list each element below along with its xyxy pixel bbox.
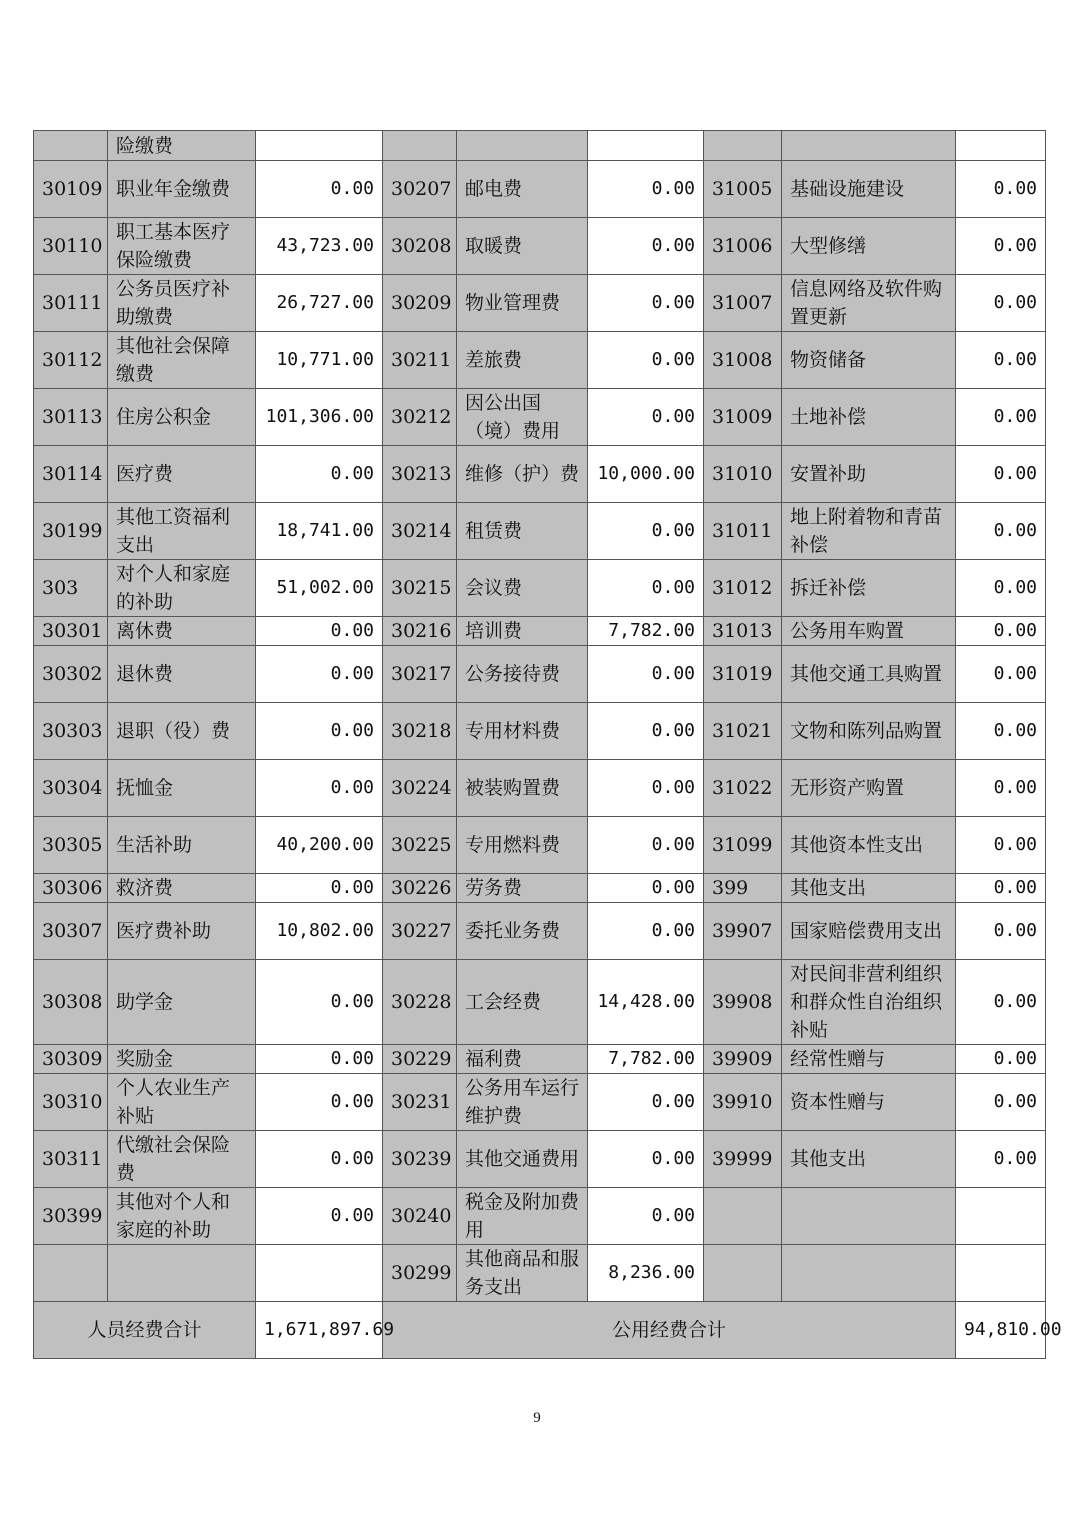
expense-table-body <box>34 131 1046 1302</box>
item-code: 30199 <box>34 503 108 560</box>
item-name: 救济费 <box>108 874 256 903</box>
item-amount: 0.00 <box>256 760 383 817</box>
item-name: 土地补偿 <box>782 389 956 446</box>
item-amount: 0.00 <box>956 703 1046 760</box>
table-row <box>34 817 1046 874</box>
item-name: 医疗费补助 <box>108 903 256 960</box>
item-amount: 0.00 <box>956 446 1046 503</box>
table-row <box>34 646 1046 703</box>
item-name: 国家赔偿费用支出 <box>782 903 956 960</box>
table-row <box>34 131 1046 161</box>
item-name <box>782 1188 956 1245</box>
item-code: 31019 <box>704 646 782 703</box>
item-name: 其他交通工具购置 <box>782 646 956 703</box>
item-name: 个人农业生产补贴 <box>108 1074 256 1131</box>
item-amount: 0.00 <box>588 332 704 389</box>
item-code: 30211 <box>383 332 457 389</box>
table-row <box>34 1188 1046 1245</box>
item-name: 安置补助 <box>782 446 956 503</box>
table-row <box>34 332 1046 389</box>
item-code: 30207 <box>383 161 457 218</box>
table-row <box>34 760 1046 817</box>
item-amount: 0.00 <box>588 703 704 760</box>
item-code: 31012 <box>704 560 782 617</box>
item-name: 医疗费 <box>108 446 256 503</box>
item-name: 职业年金缴费 <box>108 161 256 218</box>
table-row <box>34 503 1046 560</box>
item-code <box>34 1245 108 1302</box>
item-code: 30311 <box>34 1131 108 1188</box>
item-code: 30302 <box>34 646 108 703</box>
item-name: 其他支出 <box>782 874 956 903</box>
item-code: 39907 <box>704 903 782 960</box>
item-name: 公务接待费 <box>457 646 588 703</box>
item-amount: 0.00 <box>956 760 1046 817</box>
public-total-label: 公用经费合计 <box>383 1302 956 1359</box>
item-name: 拆迁补偿 <box>782 560 956 617</box>
item-amount: 26,727.00 <box>256 275 383 332</box>
item-code: 30239 <box>383 1131 457 1188</box>
item-name: 培训费 <box>457 617 588 646</box>
item-name: 无形资产购置 <box>782 760 956 817</box>
item-amount: 0.00 <box>588 503 704 560</box>
item-code: 30306 <box>34 874 108 903</box>
item-name: 助学金 <box>108 960 256 1045</box>
table-row <box>34 874 1046 903</box>
item-amount: 0.00 <box>588 646 704 703</box>
page-number: 9 <box>533 1410 541 1426</box>
item-amount: 10,802.00 <box>256 903 383 960</box>
item-name: 公务员医疗补助缴费 <box>108 275 256 332</box>
table-row <box>34 903 1046 960</box>
item-code: 31099 <box>704 817 782 874</box>
item-name: 专用材料费 <box>457 703 588 760</box>
item-code: 30208 <box>383 218 457 275</box>
item-amount: 0.00 <box>956 960 1046 1045</box>
item-code: 30304 <box>34 760 108 817</box>
item-name: 基础设施建设 <box>782 161 956 218</box>
item-amount: 0.00 <box>256 1188 383 1245</box>
table-row <box>34 446 1046 503</box>
item-name: 委托业务费 <box>457 903 588 960</box>
item-name: 其他交通费用 <box>457 1131 588 1188</box>
item-code: 30303 <box>34 703 108 760</box>
item-amount: 0.00 <box>956 560 1046 617</box>
item-amount: 0.00 <box>256 646 383 703</box>
item-name: 被装购置费 <box>457 760 588 817</box>
item-amount: 0.00 <box>956 874 1046 903</box>
table-row <box>34 960 1046 1045</box>
table-row <box>34 275 1046 332</box>
item-amount: 0.00 <box>256 703 383 760</box>
item-code: 30299 <box>383 1245 457 1302</box>
item-code: 31008 <box>704 332 782 389</box>
item-amount: 7,782.00 <box>588 1045 704 1074</box>
item-amount: 0.00 <box>956 218 1046 275</box>
item-name: 公务用车购置 <box>782 617 956 646</box>
item-code <box>704 1245 782 1302</box>
item-code: 30213 <box>383 446 457 503</box>
item-code: 30305 <box>34 817 108 874</box>
item-code: 30214 <box>383 503 457 560</box>
item-code: 31009 <box>704 389 782 446</box>
personnel-total-label: 人员经费合计 <box>34 1302 256 1359</box>
item-code: 30212 <box>383 389 457 446</box>
table-row <box>34 617 1046 646</box>
item-name: 税金及附加费用 <box>457 1188 588 1245</box>
item-amount: 43,723.00 <box>256 218 383 275</box>
item-code <box>704 1188 782 1245</box>
item-code: 31011 <box>704 503 782 560</box>
item-code: 30228 <box>383 960 457 1045</box>
item-amount: 7,782.00 <box>588 617 704 646</box>
item-amount: 51,002.00 <box>256 560 383 617</box>
item-code: 30309 <box>34 1045 108 1074</box>
item-amount: 0.00 <box>588 1074 704 1131</box>
item-name: 职工基本医疗保险缴费 <box>108 218 256 275</box>
item-code: 31013 <box>704 617 782 646</box>
item-amount: 0.00 <box>588 1188 704 1245</box>
item-code: 30110 <box>34 218 108 275</box>
item-code <box>704 131 782 161</box>
item-amount: 0.00 <box>956 903 1046 960</box>
item-code: 39908 <box>704 960 782 1045</box>
item-amount: 0.00 <box>256 161 383 218</box>
item-name: 大型修缮 <box>782 218 956 275</box>
item-amount: 14,428.00 <box>588 960 704 1045</box>
item-name: 生活补助 <box>108 817 256 874</box>
item-name: 福利费 <box>457 1045 588 1074</box>
item-amount <box>956 1245 1046 1302</box>
item-name: 对民间非营利组织和群众性自治组织补贴 <box>782 960 956 1045</box>
item-amount: 0.00 <box>588 275 704 332</box>
item-amount: 0.00 <box>588 1131 704 1188</box>
table-row <box>34 1045 1046 1074</box>
personnel-total-value: 1,671,897.69 <box>256 1302 383 1359</box>
item-code: 31006 <box>704 218 782 275</box>
item-code: 30111 <box>34 275 108 332</box>
item-code: 30112 <box>34 332 108 389</box>
item-code: 30216 <box>383 617 457 646</box>
item-amount: 0.00 <box>956 161 1046 218</box>
item-amount: 0.00 <box>956 817 1046 874</box>
item-amount: 10,771.00 <box>256 332 383 389</box>
item-name: 抚恤金 <box>108 760 256 817</box>
item-name: 差旅费 <box>457 332 588 389</box>
item-code: 30209 <box>383 275 457 332</box>
item-amount: 0.00 <box>956 275 1046 332</box>
item-code <box>34 131 108 161</box>
item-code: 30229 <box>383 1045 457 1074</box>
item-name: 取暖费 <box>457 218 588 275</box>
table-row <box>34 218 1046 275</box>
item-amount: 0.00 <box>588 218 704 275</box>
item-code: 30301 <box>34 617 108 646</box>
item-amount <box>256 1245 383 1302</box>
item-name: 其他资本性支出 <box>782 817 956 874</box>
item-code: 30217 <box>383 646 457 703</box>
item-amount: 0.00 <box>956 503 1046 560</box>
item-name: 专用燃料费 <box>457 817 588 874</box>
table-row <box>34 1131 1046 1188</box>
item-code: 31005 <box>704 161 782 218</box>
item-code: 39999 <box>704 1131 782 1188</box>
item-amount: 0.00 <box>256 1131 383 1188</box>
item-code: 30224 <box>383 760 457 817</box>
table-row <box>34 389 1046 446</box>
item-amount: 0.00 <box>588 874 704 903</box>
item-code: 30114 <box>34 446 108 503</box>
item-amount: 0.00 <box>588 161 704 218</box>
item-name: 其他商品和服务支出 <box>457 1245 588 1302</box>
item-amount: 0.00 <box>956 1131 1046 1188</box>
item-amount: 0.00 <box>256 1074 383 1131</box>
item-amount: 10,000.00 <box>588 446 704 503</box>
item-amount <box>956 1188 1046 1245</box>
item-name: 奖励金 <box>108 1045 256 1074</box>
item-name: 公务用车运行维护费 <box>457 1074 588 1131</box>
totals-row <box>34 1302 1046 1359</box>
item-name: 险缴费 <box>108 131 256 161</box>
item-name: 退休费 <box>108 646 256 703</box>
item-code: 30240 <box>383 1188 457 1245</box>
item-code: 31022 <box>704 760 782 817</box>
item-code: 31010 <box>704 446 782 503</box>
item-code: 39909 <box>704 1045 782 1074</box>
item-amount: 0.00 <box>588 760 704 817</box>
item-amount: 8,236.00 <box>588 1245 704 1302</box>
item-amount: 0.00 <box>256 617 383 646</box>
item-name: 离休费 <box>108 617 256 646</box>
item-amount: 0.00 <box>956 389 1046 446</box>
table-row <box>34 1074 1046 1131</box>
item-code: 30226 <box>383 874 457 903</box>
item-amount <box>256 131 383 161</box>
item-amount: 40,200.00 <box>256 817 383 874</box>
item-name: 对个人和家庭的补助 <box>108 560 256 617</box>
item-amount: 0.00 <box>256 874 383 903</box>
item-code: 30308 <box>34 960 108 1045</box>
item-name: 会议费 <box>457 560 588 617</box>
item-name <box>108 1245 256 1302</box>
item-amount: 0.00 <box>256 1045 383 1074</box>
item-code: 399 <box>704 874 782 903</box>
item-name: 信息网络及软件购置更新 <box>782 275 956 332</box>
item-name: 其他工资福利支出 <box>108 503 256 560</box>
item-amount: 0.00 <box>956 646 1046 703</box>
item-name <box>782 1245 956 1302</box>
item-amount: 0.00 <box>256 960 383 1045</box>
item-amount: 18,741.00 <box>256 503 383 560</box>
table-row <box>34 1245 1046 1302</box>
table-row <box>34 703 1046 760</box>
item-amount: 0.00 <box>956 617 1046 646</box>
item-name: 资本性赠与 <box>782 1074 956 1131</box>
item-code: 30113 <box>34 389 108 446</box>
item-code: 30227 <box>383 903 457 960</box>
item-name: 工会经费 <box>457 960 588 1045</box>
item-name: 劳务费 <box>457 874 588 903</box>
table-row <box>34 161 1046 218</box>
item-code: 30225 <box>383 817 457 874</box>
item-code: 30218 <box>383 703 457 760</box>
item-code: 31021 <box>704 703 782 760</box>
item-name: 物业管理费 <box>457 275 588 332</box>
item-name: 租赁费 <box>457 503 588 560</box>
item-name: 其他社会保障缴费 <box>108 332 256 389</box>
table-row <box>34 560 1046 617</box>
item-name: 其他支出 <box>782 1131 956 1188</box>
item-name: 邮电费 <box>457 161 588 218</box>
item-name: 经常性赠与 <box>782 1045 956 1074</box>
item-code: 30307 <box>34 903 108 960</box>
item-amount: 101,306.00 <box>256 389 383 446</box>
item-name <box>782 131 956 161</box>
item-name: 地上附着物和青苗补偿 <box>782 503 956 560</box>
item-amount: 0.00 <box>588 389 704 446</box>
item-name: 住房公积金 <box>108 389 256 446</box>
item-code: 39910 <box>704 1074 782 1131</box>
item-amount: 0.00 <box>956 332 1046 389</box>
item-code <box>383 131 457 161</box>
item-amount: 0.00 <box>956 1074 1046 1131</box>
item-amount: 0.00 <box>256 446 383 503</box>
item-amount: 0.00 <box>588 560 704 617</box>
item-amount: 0.00 <box>588 817 704 874</box>
item-amount <box>588 131 704 161</box>
item-code: 30215 <box>383 560 457 617</box>
expense-table <box>33 130 1062 1359</box>
item-name: 文物和陈列品购置 <box>782 703 956 760</box>
item-name: 维修（护）费 <box>457 446 588 503</box>
item-name: 退职（役）费 <box>108 703 256 760</box>
item-name: 代缴社会保险费 <box>108 1131 256 1188</box>
item-name: 因公出国（境）费用 <box>457 389 588 446</box>
item-code: 30109 <box>34 161 108 218</box>
item-name: 其他对个人和家庭的补助 <box>108 1188 256 1245</box>
item-amount: 0.00 <box>588 903 704 960</box>
item-code: 30310 <box>34 1074 108 1131</box>
item-code: 30231 <box>383 1074 457 1131</box>
item-name <box>457 131 588 161</box>
item-code: 30399 <box>34 1188 108 1245</box>
item-amount <box>956 131 1046 161</box>
public-total-value: 94,810.00 <box>956 1302 1046 1359</box>
item-amount: 0.00 <box>956 1045 1046 1074</box>
item-code: 303 <box>34 560 108 617</box>
item-code: 31007 <box>704 275 782 332</box>
item-name: 物资储备 <box>782 332 956 389</box>
